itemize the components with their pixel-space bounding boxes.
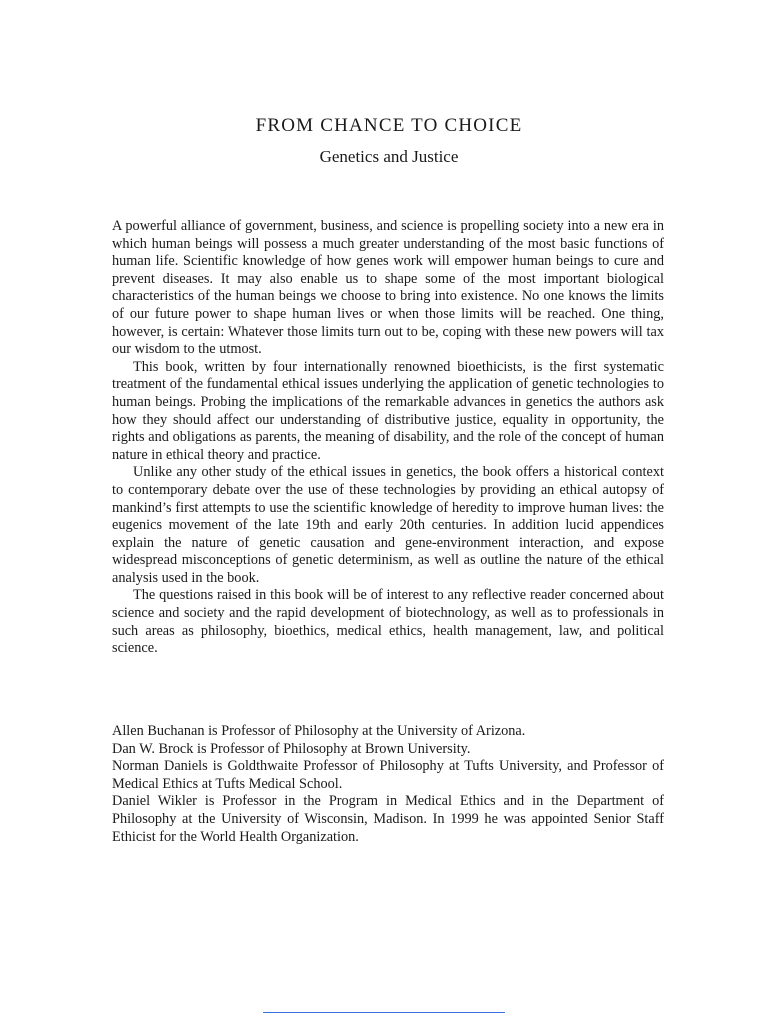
book-description (112, 218, 664, 658)
book-title: FROM CHANCE TO CHOICE (255, 115, 523, 136)
link-underline-rule (263, 1012, 505, 1013)
description-paragraph-2: This book, written by four internationally renowned bioethicists, is the first systematic treatment of the fundamental ethical issues underlying the application of genetic technologies to human beings. Probing the implications of the remarkable advances in genetics the authors ask how they should affect our understanding of distributive justice, equality in opportunity, the rights and obligations as parents, the meaning of disability, and the role of the concept of human nature in ethical theory and practice. (112, 358, 664, 463)
author-bio-daniels: Norman Daniels is Goldthwaite Professor of Philosophy at Tufts University, and Professor of Medical Ethics at Tufts Medical School. (112, 758, 664, 792)
author-bio-buchanan: Allen Buchanan is Professor of Philosophy at the University of Arizona. (112, 723, 526, 739)
description-paragraph-4: The questions raised in this book will be of interest to any reflective reader concerned about science and society and the rapid development of biotechnology, as well as to professionals in such areas as philosophy, bioethics, medical ethics, health management, law, and political science. (112, 587, 664, 657)
book-subtitle: Genetics and Justice (319, 147, 459, 166)
author-bio-brock: Dan W. Brock is Professor of Philosophy at Brown University. (112, 740, 471, 757)
description-paragraph-3: Unlike any other study of the ethical issues in genetics, the book offers a historical context to contemporary debate over the use of these technologies by providing an ethical autopsy of mankind’s first attempts to use the scientific knowledge of heredity to improve human lives: the eugenics movement of the late 19th and early 20th centuries. In addition lucid appendices explain the nature of genetic causation and gene-environment interaction, and expose widespread misconceptions of genetic determinism, as well as outline the nature of the ethical analysis used in the book. (112, 464, 664, 586)
author-bio-wikler: Daniel Wikler is Professor in the Program in Medical Ethics and in the Department of Philosophy at the University of Wisconsin, Madison. In 1999 he was appointed Senior Staff Ethicist for the World Health Organization. (112, 793, 664, 845)
description-paragraph-1: A powerful alliance of government, business, and science is propelling society into a new era in which human beings will possess a much greater understanding of the most basic functions of human life. Scientific knowledge of how genes work will empower human beings to cure and prevent diseases. It may also enable us to shape some of the most important biological characteristics of the human beings we choose to bring into existence. No one knows the limits of our future power to shape human lives or when those limits will be reached. One thing, however, is certain: Whatever those limits turn out to be, coping with these new powers will tax our wisdom to the utmost. (112, 218, 664, 358)
author-bios (112, 723, 664, 846)
